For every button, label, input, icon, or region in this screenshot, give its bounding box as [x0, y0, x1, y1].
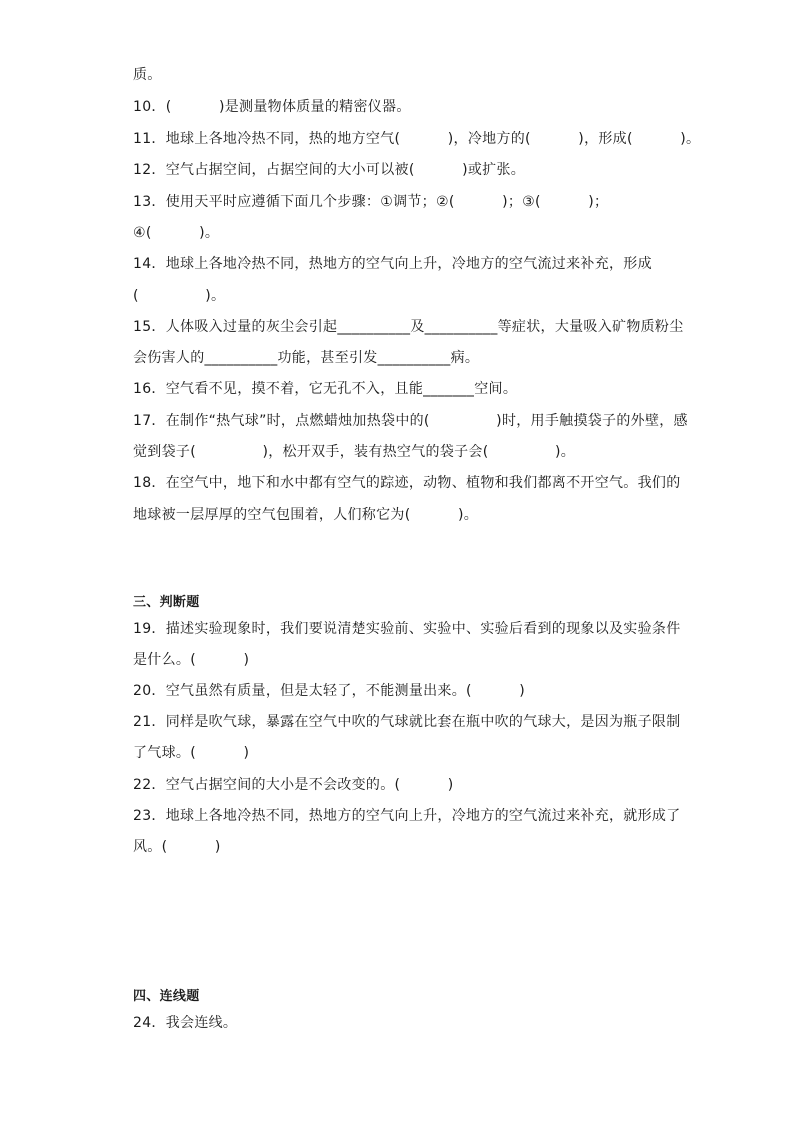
- text-line: 风。( ): [133, 839, 221, 855]
- text-line: 了气球。( ): [133, 745, 250, 761]
- section-heading-matching: 四、连线题: [133, 989, 200, 1004]
- text-line: 质。: [133, 67, 162, 83]
- text-line: 觉到袋子( )，松开双手，装有热空气的袋子会( )。: [133, 444, 576, 460]
- question-11: 11．地球上各地冷热不同，热的地方空气( )，冷地方的( )，形成( )。: [133, 131, 701, 147]
- question-10: 10．( )是测量物体质量的精密仪器。: [133, 99, 411, 115]
- question-17: 17．在制作“热气球”时，点燃蜡烛加热袋中的( )时，用手触摸袋子的外壁，感: [133, 413, 688, 429]
- text-line: 会伤害人的__________功能，甚至引发__________病。: [133, 350, 480, 366]
- question-13: 13．使用天平时应遵循下面几个步骤：①调节；②( )；③( )；: [133, 194, 609, 210]
- text-line: 是什么。( ): [133, 652, 250, 668]
- question-23: 23．地球上各地冷热不同，热地方的空气向上升，冷地方的空气流过来补充，就形成了: [133, 808, 681, 824]
- section-heading-judgement: 三、判断题: [133, 595, 200, 610]
- question-12: 12．空气占据空间，占据空间的大小可以被( )或扩张。: [133, 162, 526, 178]
- question-14: 14．地球上各地冷热不同，热地方的空气向上升，冷地方的空气流过来补充，形成: [133, 256, 652, 272]
- text-line: ( )。: [133, 288, 226, 304]
- question-19: 19．描述实验现象时，我们要说清楚实验前、实验中、实验后看到的现象以及实验条件: [133, 621, 681, 637]
- text-line: ④( )。: [133, 225, 220, 241]
- question-15: 15．人体吸入过量的灰尘会引起__________及__________等症状，大量吸入矿物质粉尘: [133, 319, 684, 335]
- question-16: 16．空气看不见，摸不着，它无孔不入，且能_______空间。: [133, 381, 518, 397]
- question-20: 20．空气虽然有质量，但是太轻了，不能测量出来。( ): [133, 683, 526, 699]
- question-18: 18．在空气中，地下和水中都有空气的踪迹，动物、植物和我们都离不开空气。我们的: [133, 475, 681, 491]
- question-22: 22．空气占据空间的大小是不会改变的。( ): [133, 777, 454, 793]
- text-line: 地球被一层厚厚的空气包围着，人们称它为( )。: [133, 507, 479, 523]
- question-24: 24．我会连线。: [133, 1015, 238, 1031]
- question-21: 21．同样是吹气球，暴露在空气中吹的气球就比套在瓶中吹的气球大，是因为瓶子限制: [133, 714, 681, 730]
